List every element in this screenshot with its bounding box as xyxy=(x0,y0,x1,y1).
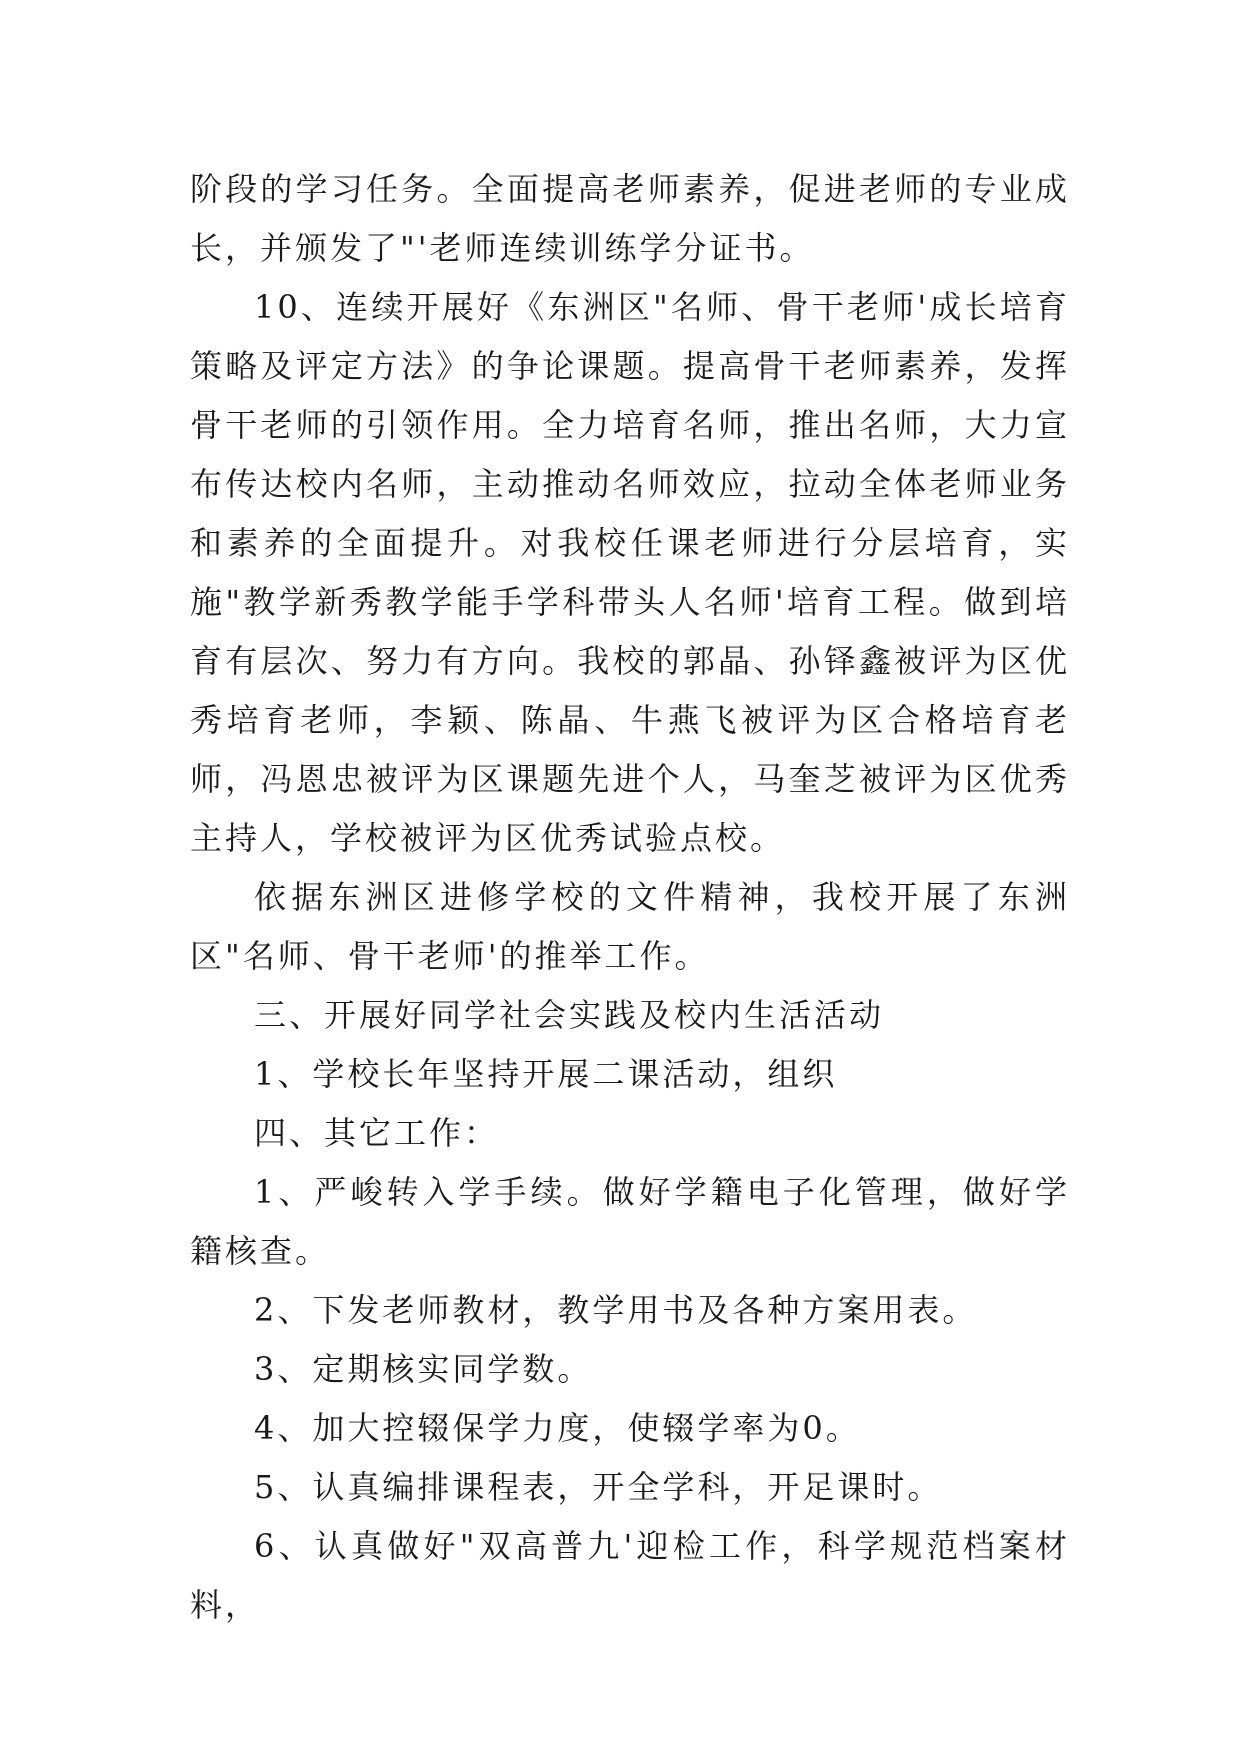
paragraph-item: 4、加大控辍保学力度，使辍学率为0。 xyxy=(254,1409,861,1447)
paragraph-item: 5、认真编排课程表，开全学科，开足课时。 xyxy=(254,1468,943,1506)
paragraph-item: 3、定期核实同学数。 xyxy=(254,1350,593,1388)
paragraph-item-10: 10、连续开展好《东洲区"名师、骨干老师'成长培育策略及评定方法》的争论课题。提高骨干老师素养，发挥骨干老师的引领作用。全力培育名师，推出名师，大力宣布传达校内名师，主动推动名师效应，拉动全体老师业务和素养的全面提升。对我校任课老师进行分层培育，实施"教学新秀教学能手学科带头人名师'培育工程。做到培育有层次、努力有方向。我校的郭晶、孙铎鑫被评为区优秀培育老师，李颖、陈晶、牛燕飞被评为区合格培育老师，冯恩忠被评为区课题先进个人，马奎芝被评为区优秀主持人，学校被评为区优秀试验点校。 xyxy=(190,288,1070,857)
paragraph-continuation: 阶段的学习任务。全面提高老师素养，促进老师的专业成长，并颁发了"'老师连续训练学分证书。 xyxy=(190,170,1070,267)
paragraph-item: 1、严峻转入学手续。做好学籍电子化管理，做好学籍核查。 xyxy=(190,1173,1070,1270)
section-heading-4: 四、其它工作： xyxy=(254,1114,500,1152)
paragraph-item: 6、认真做好"双高普九'迎检工作，科学规范档案材料， xyxy=(190,1527,1070,1624)
paragraph-item: 1、学校长年坚持开展二课活动，组织 xyxy=(254,1055,838,1093)
paragraph-recommendation: 依据东洲区进修学校的文件精神，我校开展了东洲区"名师、骨干老师'的推举工作。 xyxy=(190,878,1070,975)
section-heading-3: 三、开展好同学社会实践及校内生活活动 xyxy=(254,996,885,1034)
paragraph-item: 2、下发老师教材，教学用书及各种方案用表。 xyxy=(254,1291,978,1329)
document-body xyxy=(190,160,1070,1635)
